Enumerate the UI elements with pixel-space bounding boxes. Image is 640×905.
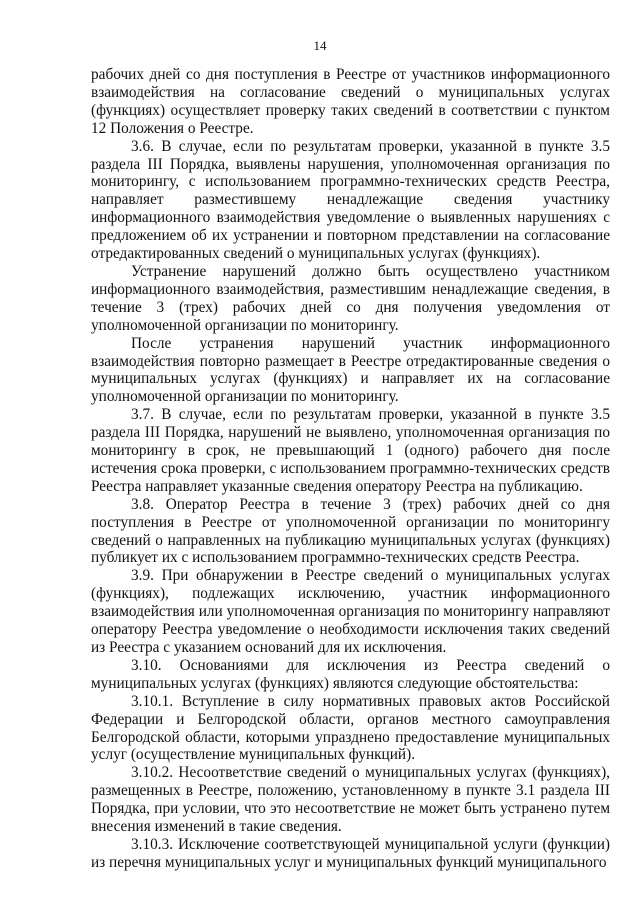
paragraph-after-fix: После устранения нарушений участник информационного взаимодействия повторно размещает в Реестре отредактированные сведения о муниципальных услугах (функциях) и направляет их на согласование уполномоченной организации по мониторингу. (91, 334, 610, 406)
paragraph-3-10-2: 3.10.2. Несоответствие сведений о муниципальных услугах (функциях), размещенных в Реестре, положению, установленному в пункте 3.1 раздела III Порядка, при условии, что это несоответствие не может быть устранено путем внесения изменений в такие сведения. (91, 764, 610, 836)
paragraph-3-8: 3.8. Оператор Реестра в течение 3 (трех) рабочих дней со дня поступления в Реестре от уполномоченной организации по мониторингу сведений о направленных на публикацию муниципальных услугах (функциях) публикует их с использованием программно-технических средств Реестра. (91, 495, 610, 567)
paragraph-3-10-1: 3.10.1. Вступление в силу нормативных правовых актов Российской Федерации и Белгородской области, органов местного самоуправления Белгородской области, которыми упразднено предоставление муниципальных услуг (осуществление муниципальных функций). (91, 692, 610, 764)
paragraph-3-10: 3.10. Основаниями для исключения из Реестра сведений о муниципальных услугах (функциях) являются следующие обстоятельства: (91, 656, 610, 692)
paragraph-3-10-3: 3.10.3. Исключение соответствующей муниципальной услуги (функции) из перечня муниципальных услуг и муниципальных функций муниципального (91, 835, 610, 871)
paragraph-continuation: рабочих дней со дня поступления в Реестре от участников информационного взаимодействия на согласование сведений о муниципальных услугах (функциях) осуществляет проверку таких сведений в соответствии с пунктом 12 Положения о Реестре. (91, 66, 610, 137)
paragraph-3-7: 3.7. В случае, если по результатам проверки, указанной в пункте 3.5 раздела III Порядка, нарушений не выявлено, уполномоченная организация по мониторингу в срок, не превышающий 1 (одного) рабочего дня после истечения срока проверки, с использованием программно-технических средств Реестра направляет указанные сведения оператору Реестра на публикацию. (91, 406, 610, 495)
paragraph-3-6: 3.6. В случае, если по результатам проверки, указанной в пункте 3.5 раздела III Порядка, выявлены нарушения, уполномоченная организация по мониторингу, с использованием программно-технических средств Реестра, направляет разместившему ненадлежащие сведения участнику информационного взаимодействия уведомление о выявленных нарушениях с предложением об их устранении и повторном представлении на согласование отредактированных сведений о муниципальных услугах (функциях). (91, 137, 610, 263)
paragraph-3-9: 3.9. При обнаружении в Реестре сведений о муниципальных услугах (функциях), подлежащих исключению, участник информационного взаимодействия или уполномоченная организация по мониторингу направляют оператору Реестра уведомление о необходимости исключения таких сведений из Реестра с указанием оснований для их исключения. (91, 567, 610, 656)
page-number: 14 (313, 38, 327, 53)
paragraph-violation-fix: Устранение нарушений должно быть осуществлено участником информационного взаимодействия, разместившим ненадлежащие сведения, в течение 3 (трех) рабочих дней со дня получения уведомления от уполномоченной организации по мониторингу. (91, 262, 610, 334)
document-body (91, 66, 610, 872)
